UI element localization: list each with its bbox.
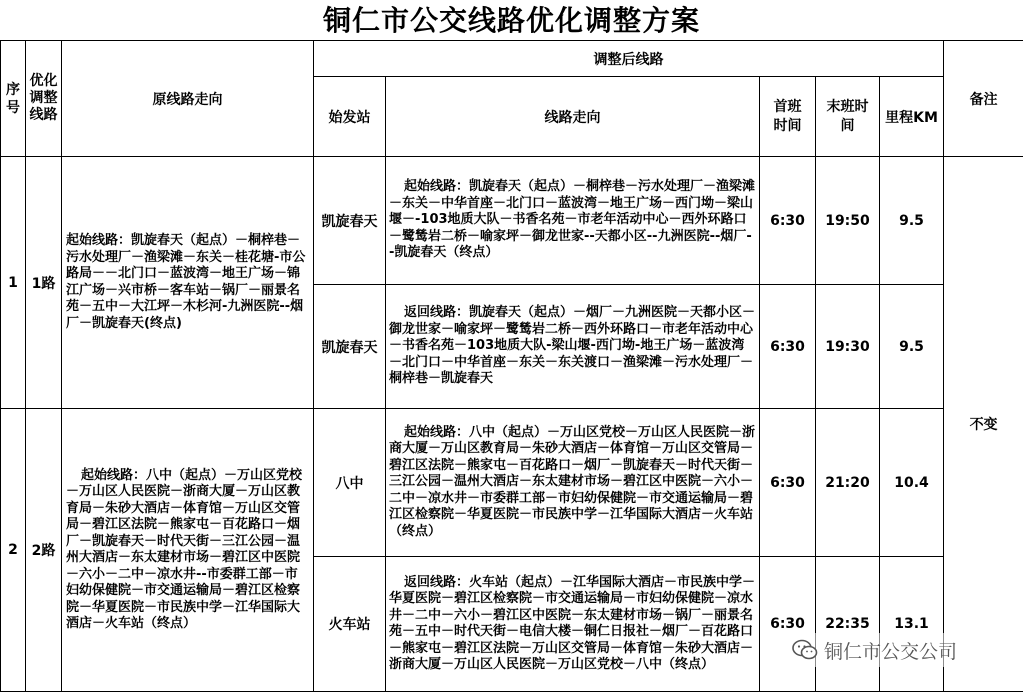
trip-direction-head: 返回线路： — [404, 574, 470, 590]
header-original-route: 原线路走向 — [62, 41, 314, 157]
trip-direction-body: 火车站（起点）－江华国际大酒店－市民族中学－华夏医院－碧江区检察院－市交通运输局－市妇幼保健院－凉水井－二中－六小－碧江区中医院－东太建材市场－锅厂－丽景名苑－五中－时代天街－电信大楼－铜仁日报社－烟厂－百花路口－熊家屯－碧江区法院－万山区交管局－体育馆－朱砂大酒店－浙商大厦－万山区人民医院－万山区党校－八中（终点） — [389, 574, 756, 672]
wechat-icon — [792, 639, 818, 661]
table-row — [1, 157, 1023, 285]
trip-first-bus: 6:30 — [760, 557, 816, 692]
trip-first-bus: 6:30 — [760, 157, 816, 285]
trip-mileage: 10.4 — [880, 409, 944, 557]
trip-last-bus: 22:35 — [816, 557, 880, 692]
trip-first-bus: 6:30 — [760, 285, 816, 409]
watermark — [786, 633, 963, 667]
trip-last-bus: 21:20 — [816, 409, 880, 557]
trip-last-bus: 19:30 — [816, 285, 880, 409]
header-direction: 线路走向 — [386, 77, 760, 157]
trip-last-bus: 19:50 — [816, 157, 880, 285]
trip-first-bus: 6:30 — [760, 409, 816, 557]
trip-start-station: 八中 — [314, 409, 386, 557]
table-row — [1, 409, 1023, 557]
row-seq: 1 — [1, 157, 26, 409]
trip-direction-head: 起始线路： — [404, 179, 470, 195]
original-route-head: 起始线路： — [66, 233, 132, 248]
header-adjusted-route: 调整后线路 — [314, 41, 944, 77]
original-route-text — [62, 409, 314, 692]
header-first-bus: 首班时间 — [760, 77, 816, 157]
trip-direction-body: 凯旋春天（起点）－烟厂－九洲医院－天都小区－御龙世家－喻家坪－鹭鸶岩二桥－西外环路口－市老年活动中心－书香名苑－103地质大队-梁山堰-西门坳-地王广场－蓝波湾－北门口－中华首座－东关－东关渡口－渔梁滩－污水处理厂－桐梓巷－凯旋春天 — [389, 305, 756, 387]
original-route-body: 八中（起点）－万山区党校－万山区人民医院－浙商大厦－万山区教育局－朱砂大酒店－体育馆－万山区交管局－碧江区法院－熊家屯－百花路口－烟厂－凯旋春天－时代天街－三江公园－温州大酒店－东太建材市场－碧江区中医院－六小－二中－凉水井--市委群工部－市妇幼保健院－市交通运输局－碧江区检察院－华夏医院－市民族中学－江华国际大酒店－火车站（终点） — [66, 467, 303, 631]
row-note: 不变 — [944, 157, 1023, 692]
trip-mileage: 9.5 — [880, 157, 944, 285]
trip-direction — [386, 157, 760, 285]
trip-direction-body: 凯旋春天（起点）－桐梓巷－污水处理厂－渔梁滩－东关－中华首座－北门口－蓝波湾－地王广场－西门坳－梁山堰－-103地质大队－书香名苑－市老年活动中心－西外环路口－鹭鸶岩二桥－喻家坪－御龙世家--天都小区--九洲医院--烟厂--凯旋春天（终点） — [389, 179, 756, 261]
trip-direction-head: 起始线路： — [404, 424, 470, 440]
header-last-bus: 末班时间 — [816, 77, 880, 157]
original-route-text — [62, 157, 314, 409]
row-route-name: 2路 — [26, 409, 62, 692]
trip-direction-body: 八中（起点）－万山区党校－万山区人民医院－浙商大厦－万山区教育局－朱砂大酒店－体育馆－万山区交管局－碧江区法院－熊家屯－百花路口－烟厂－凯旋春天－时代天街－三江公园－温州大酒店－东太建材市场－碧江区中医院－六小－二中－凉水井－市委群工部－市妇幼保健院－市交通运输局－碧江区检察院－华夏医院－市民族中学－江华国际大酒店－火车站（终点） — [389, 424, 756, 539]
trip-start-station: 凯旋春天 — [314, 285, 386, 409]
row-route-name: 1路 — [26, 157, 62, 409]
header-row-1 — [1, 41, 1023, 77]
route-table — [0, 40, 1023, 692]
trip-mileage: 13.1 — [880, 557, 944, 692]
trip-start-station: 火车站 — [314, 557, 386, 692]
original-route-head: 起始线路： — [81, 467, 147, 483]
header-route-name: 优化调整线路 — [26, 41, 62, 157]
header-note: 备注 — [944, 41, 1023, 157]
page-title: 铜仁市公交线路优化调整方案 — [322, 4, 700, 37]
trip-direction — [386, 285, 760, 409]
watermark-text: 铜仁市公交公司 — [824, 640, 958, 663]
trip-direction-head: 返回线路： — [404, 305, 470, 321]
trip-direction — [386, 557, 760, 692]
trip-direction — [386, 409, 760, 557]
header-start-station: 始发站 — [314, 77, 386, 157]
trip-start-station: 凯旋春天 — [314, 157, 386, 285]
header-seq: 序号 — [1, 41, 26, 157]
header-mileage: 里程KM — [880, 77, 944, 157]
row-seq: 2 — [1, 409, 26, 692]
trip-mileage: 9.5 — [880, 285, 944, 409]
original-route-body: 凯旋春天（起点）－桐梓巷－污水处理厂－渔梁滩－东关－桂花塘-市公路局－－北门口－蓝波湾－地王广场－锦江广场－兴市桥－客车站－锅厂－丽景名苑－五中－大江坪－木杉河-九洲医院--烟厂－凯旋春天(终点) — [66, 233, 306, 331]
